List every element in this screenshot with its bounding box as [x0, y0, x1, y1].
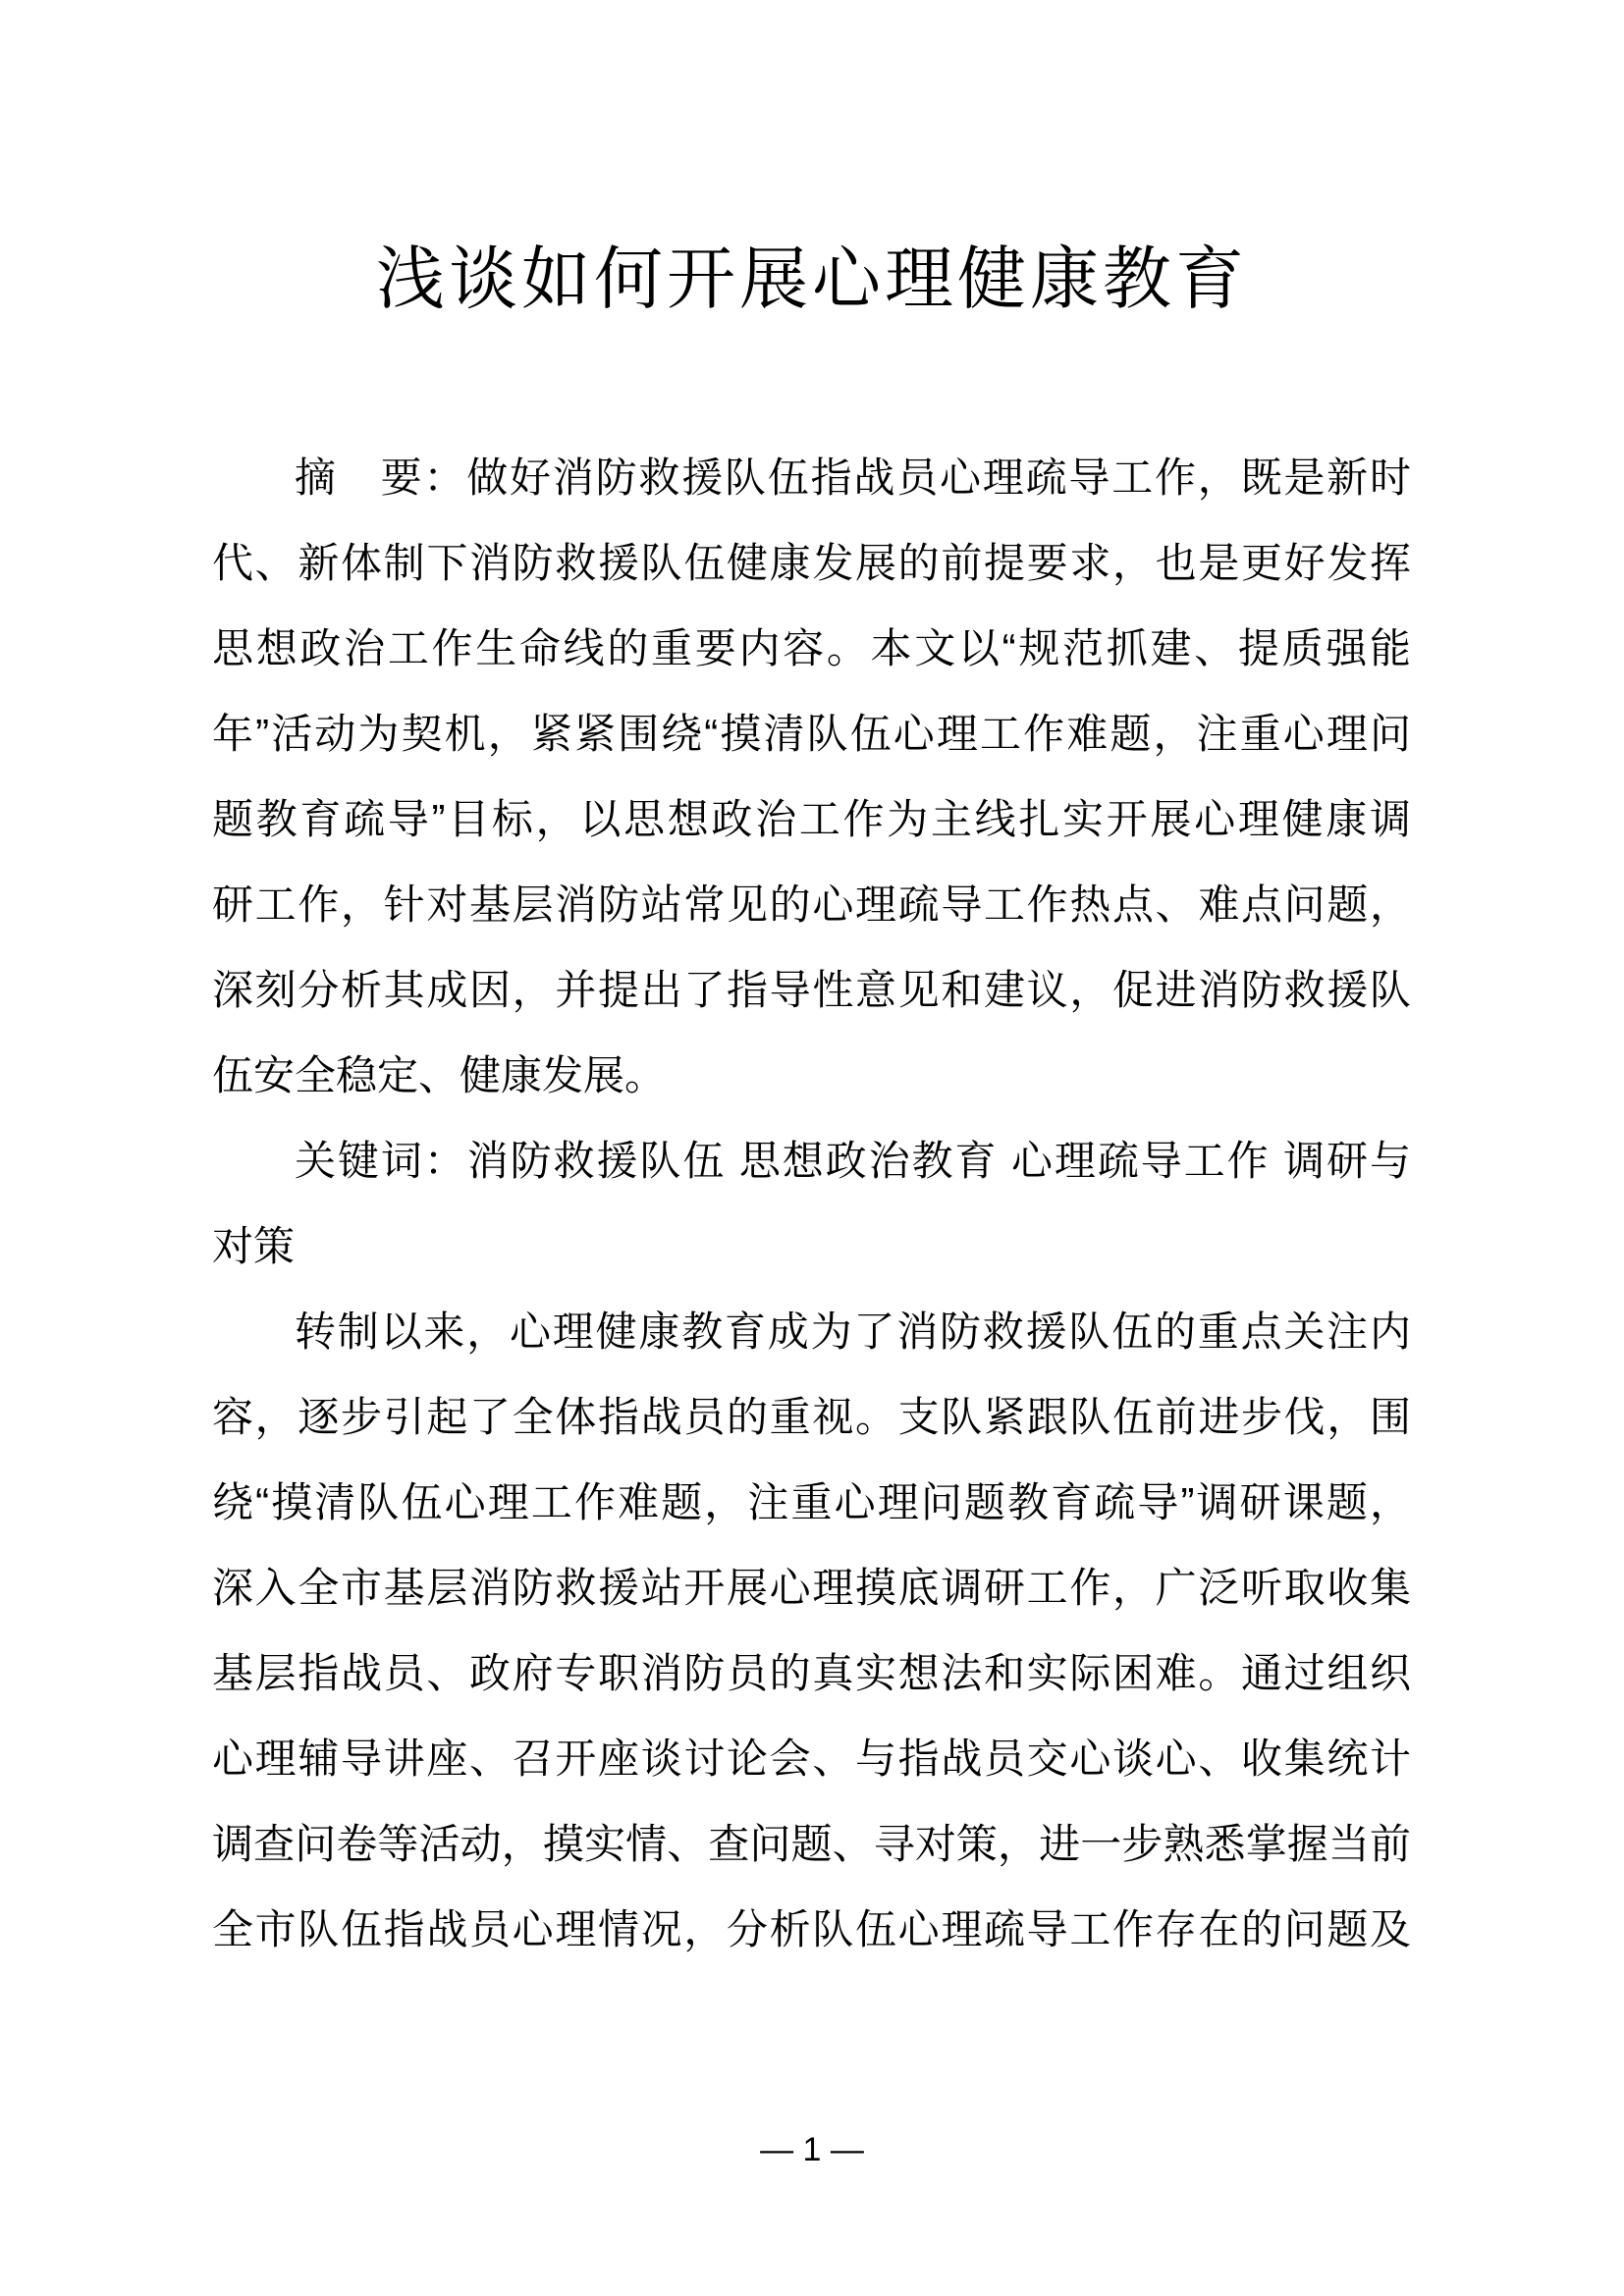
text-line: 调查问卷等活动，摸实情、查问题、寻对策，进一步熟悉掌握当前 — [212, 1821, 1411, 1867]
document-body — [212, 435, 1411, 1972]
text-line: 年”活动为契机，紧紧围绕“摸清队伍心理工作难题，注重心理问 — [212, 711, 1411, 757]
text-line: 题教育疏导”目标，以思想政治工作为主线扎实开展心理健康调 — [212, 796, 1411, 842]
text-line: 深刻分析其成因，并提出了指导性意见和建议，促进消防救援队 — [212, 967, 1411, 1013]
text-line: 关键词：消防救援队伍 思想政治教育 心理疏导工作 调研与 — [295, 1138, 1411, 1184]
text-line: 思想政治工作生命线的重要内容。本文以“规范抓建、提质强能 — [212, 625, 1411, 671]
text-line: 心理辅导讲座、召开座谈讨论会、与指战员交心谈心、收集统计 — [212, 1735, 1411, 1782]
text-line: 研工作，针对基层消防站常见的心理疏导工作热点、难点问题， — [212, 881, 1411, 928]
text-line: 全市队伍指战员心理情况，分析队伍心理疏导工作存在的问题及 — [212, 1906, 1411, 1952]
text-line: 容，逐步引起了全体指战员的重视。支队紧跟队伍前进步伐，围 — [212, 1394, 1411, 1440]
text-line: 伍安全稳定、健康发展。 — [212, 1052, 667, 1098]
text-line: 对策 — [212, 1223, 296, 1269]
text-line: 深入全市基层消防救援站开展心理摸底调研工作，广泛听取收集 — [212, 1565, 1411, 1611]
text-line: 基层指战员、政府专职消防员的真实想法和实际困难。通过组织 — [212, 1650, 1411, 1696]
page-number: — 1 — — [760, 2131, 864, 2168]
text-line: 转制以来，心理健康教育成为了消防救援队伍的重点关注内 — [295, 1308, 1411, 1355]
document-title: 浅谈如何开展心理健康教育 — [376, 240, 1248, 317]
text-line: 代、新体制下消防救援队伍健康发展的前提要求，也是更好发挥 — [212, 540, 1411, 586]
text-line: 摘 要：做好消防救援队伍指战员心理疏导工作，既是新时 — [295, 454, 1411, 501]
text-line: 绕“摸清队伍心理工作难题，注重心理问题教育疏导”调研课题， — [212, 1479, 1411, 1525]
